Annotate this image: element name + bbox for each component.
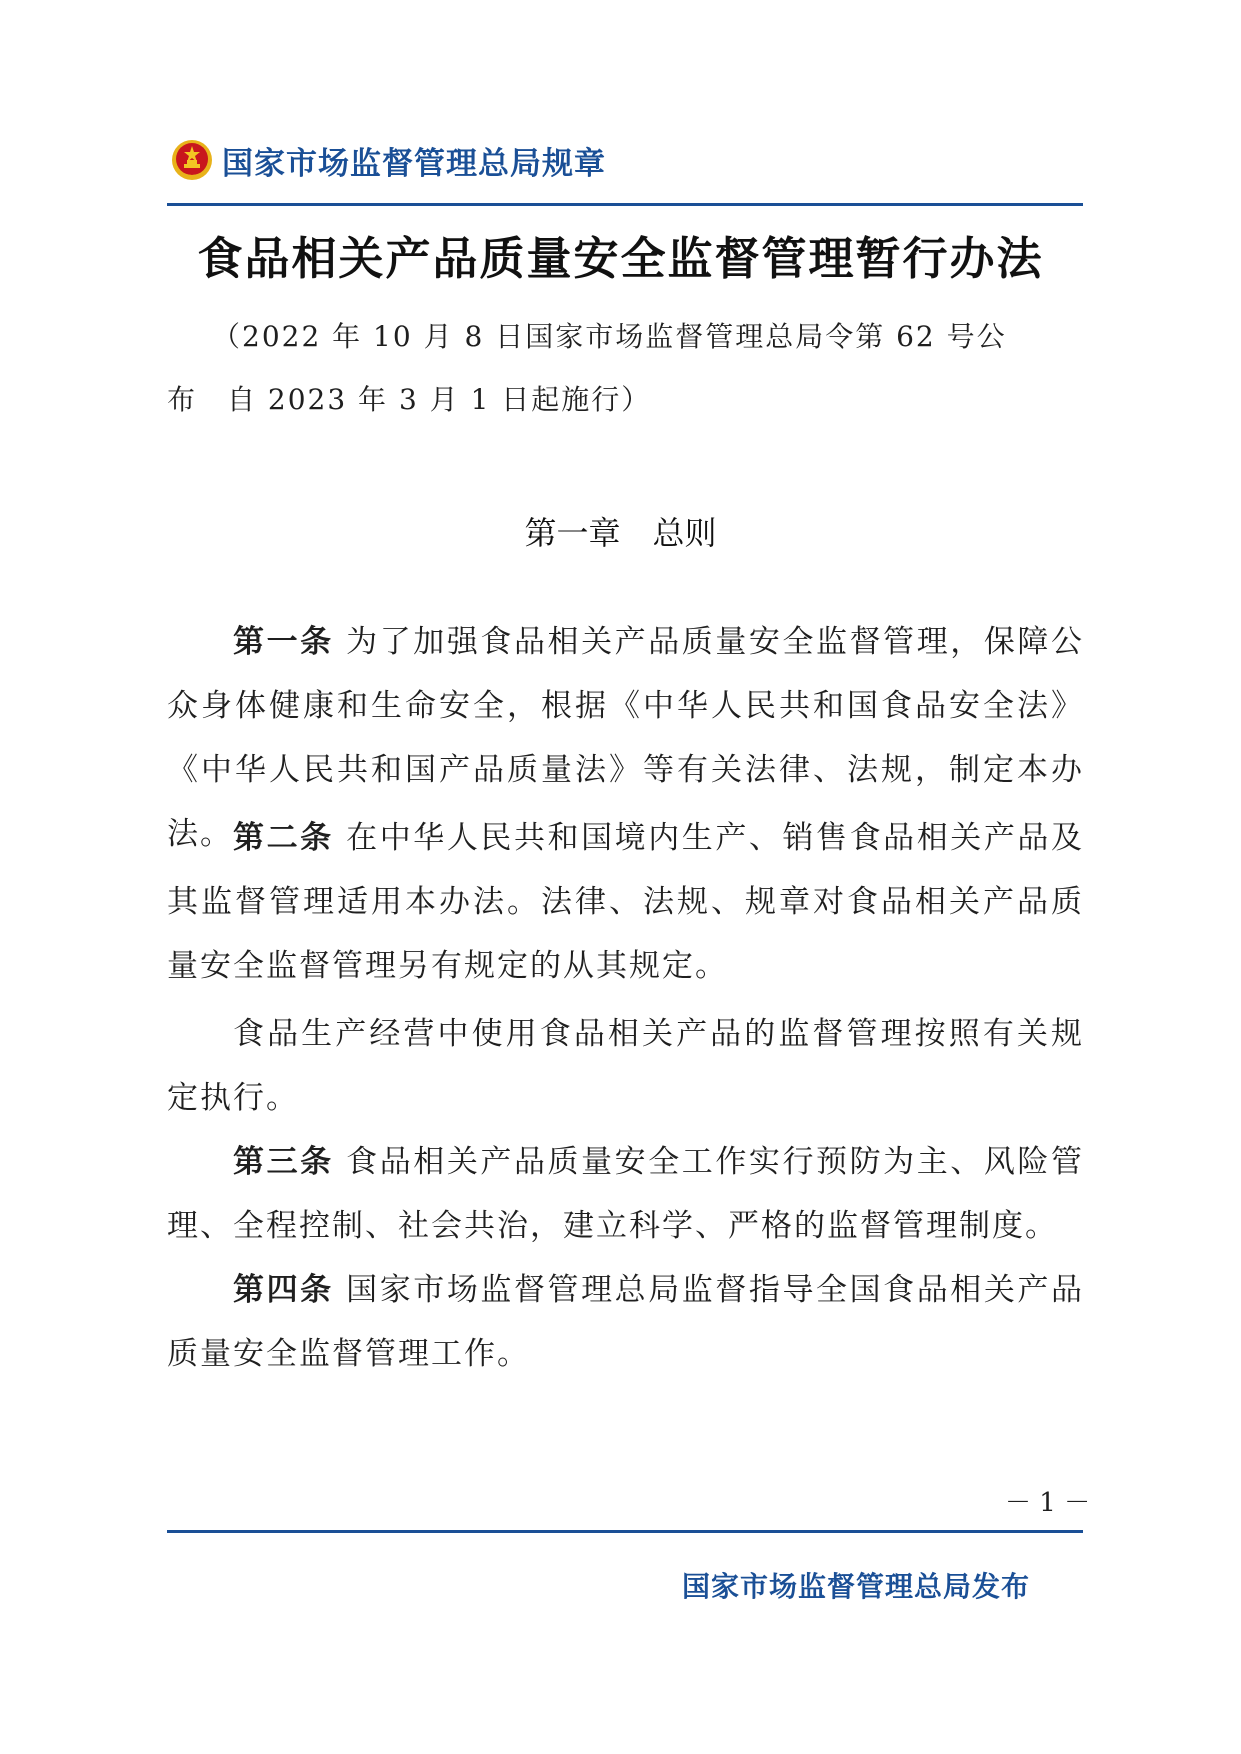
article-label: 第二条: [233, 820, 334, 856]
article-2-paragraph-2: [167, 1002, 1084, 1130]
publication-note-line-2: 布 自 2023 年 3 月 1 日起施行）: [167, 383, 652, 416]
article-text: 食品相关产品质量安全工作实行预防为主、风险管理、全程控制、社会共治，建立科学、严格的监督管理制度。: [167, 1144, 1084, 1244]
article-text: 在中华人民共和国境内生产、销售食品相关产品及其监督管理适用本办法。法律、法规、规章对食品相关产品质量安全监督管理另有规定的从其规定。: [167, 820, 1084, 984]
header-divider: [167, 203, 1083, 206]
header: [170, 137, 606, 183]
article-text: 为了加强食品相关产品质量安全监督管理，保障公众身体健康和生命安全，根据《中华人民共和国食品安全法》《中华人民共和国产品质量法》等有关法律、法规，制定本办法。: [167, 624, 1084, 852]
article-2: [167, 806, 1084, 998]
document-title: 食品相关产品质量安全监督管理暂行办法: [197, 232, 1044, 285]
chapter-heading: 第一章 总则: [524, 514, 717, 552]
page-number: － 1 －: [1005, 1488, 1091, 1518]
article-label: 第三条: [233, 1144, 334, 1180]
national-emblem-icon: [170, 138, 214, 182]
article-label: 第一条: [233, 624, 334, 660]
article-text: 国家市场监督管理总局监督指导全国食品相关产品质量安全监督管理工作。: [167, 1272, 1084, 1372]
publication-note-line-1: （2022 年 10 月 8 日国家市场监督管理总局令第 62 号公: [212, 320, 1007, 353]
article-4: [167, 1258, 1084, 1386]
publisher-footer: 国家市场监督管理总局发布: [682, 1570, 1031, 1603]
article-3: [167, 1130, 1084, 1258]
article-label: 第四条: [233, 1272, 334, 1308]
article-text: 食品生产经营中使用食品相关产品的监督管理按照有关规定执行。: [167, 1016, 1084, 1116]
footer-divider: [167, 1530, 1083, 1533]
header-title: 国家市场监督管理总局规章: [222, 145, 606, 182]
